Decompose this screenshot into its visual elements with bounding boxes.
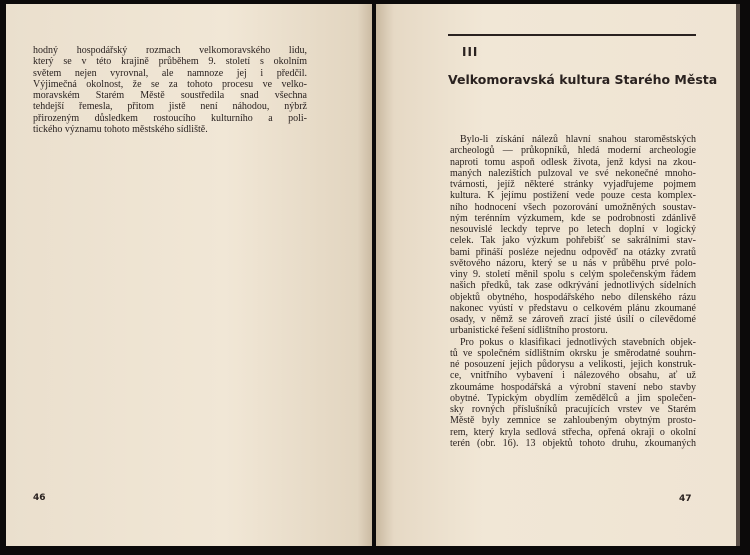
text-line: ným terénním výzkumem, kde se podrobnosti zdánlivě [450,212,696,224]
page-number-left: 46 [33,493,46,503]
text-line: nakonec vyústí v představu o celkovém plánu zkoumané [450,302,696,314]
text-line: Pro pokus o klasifikaci jednotlivých stavebních objek- [460,336,696,348]
text-line: našich předků, tak zase odkrývání jednotlivých sídelních [450,280,696,292]
left-page-body-text [33,45,307,135]
text-line: objektů obytného, hospodářského nebo dílenského rázu [450,291,696,303]
text-line: přirozeným důsledkem rostoucího kulturního a poli- [33,112,307,124]
text-line: né posouzení jejich půdorysu a velikosti, jejich konstruk- [450,359,696,370]
chapter-rule-divider [448,34,696,36]
text-line: zkoumáme hospodářská a výrobní stavení nebo stavby [450,381,696,393]
text-line: maných nalezištích pulzoval ve své nekonečné mnoho- [450,167,696,179]
text-line: světem nejen vyrovnal, ale namnoze jej i předčil. [33,67,307,79]
text-line: moravském Starém Městě soustředila snad všechna [33,90,307,101]
chapter-title: Velkomoravská kultura Starého Města [448,72,718,87]
text-line: hodný hospodářský rozmach velkomoravského lidu, [33,45,307,56]
text-line: Městě byly zemnice se zahloubeným obytným prosto- [450,415,696,427]
right-page-body-text [450,134,696,449]
chapter-number: III [462,45,479,59]
page-number-right: 47 [679,494,692,504]
text-line: světového názoru, který se u nás v průběhu prvé polo- [450,257,696,269]
text-line: celek. Tak jako výzkum pohřebišť se sakrálními stav- [450,235,696,247]
text-line: kultura. K jejímu postižení vede pouze cesta komplex- [450,190,696,202]
text-line: obytné. Typickým obydlím zemědělců a jim společen- [450,392,696,404]
text-line: archeologů — průkopníků, hledá moderní archeologie [450,145,696,157]
text-line: sky rovných příslušníků pracujících vrstev ve Starém [450,404,696,415]
text-line: tů ve společném sídlištním okrsku je směrodatné souhrn- [450,347,696,359]
text-line: Bylo-li získání nálezů hlavní snahou staroměstských [460,134,696,145]
text-line: Výjimečná okolnost, že se za tohoto procesu ve velko- [33,78,307,90]
text-line: ního hodnocení všech pozorování umožněných soustav- [450,201,696,213]
text-line: naproti tomu aspoň odlesk života, jenž kdysi na zkou- [450,156,696,168]
text-line: ce, vnitřního vybavení i nálezového obsahu, ať už [450,370,696,382]
text-line: terén (obr. 16). 13 objektů tohoto druhu, zkoumaných [450,437,696,449]
text-line: nesouvislé leckdy teprve po letech doplní v logický [450,224,696,235]
text-line: viny 9. století měnil spolu s celým společenským řádem [450,269,696,280]
text-line: bami přináší posléze nejednu odpověď na otázky zvratů [450,246,696,258]
text-line: urbanistické řešení sídlištního prostoru. [450,325,608,337]
text-line: rem, který kryla sedlová střecha, opřená okraji o okolní [450,426,696,438]
text-line: osady, v němž se zároveň zrací jisté úsilí o cílevědomé [450,314,696,325]
text-line: který se v této krajině průběhem 9. století s okolním [33,56,307,68]
right-page [376,4,740,546]
text-line: tvárnosti, jejíž některé stránky vyjadřujeme pojmem [450,179,696,190]
left-page [6,4,372,546]
text-line: tehdejší řemesla, přitom jistě není náhodou, nýbrž [33,101,307,113]
text-line: tického významu tohoto městského sídliště. [33,123,208,135]
